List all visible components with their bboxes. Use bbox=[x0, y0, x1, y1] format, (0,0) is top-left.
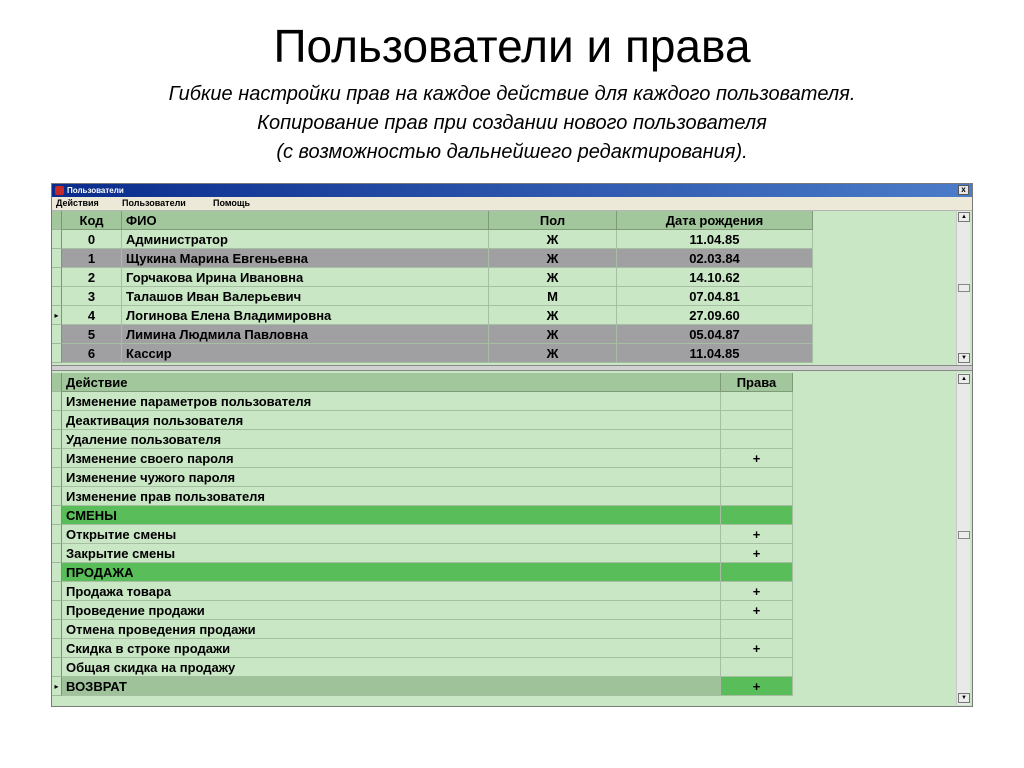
list-item[interactable] bbox=[52, 430, 956, 449]
cell-action: Продажа товара bbox=[62, 582, 721, 601]
slide-subtitle-1: Гибкие настройки прав на каждое действие для каждого пользователя. bbox=[168, 83, 856, 105]
grid-splitter[interactable] bbox=[52, 365, 972, 371]
cell-fio: Щукина Марина Евгеньевна bbox=[122, 249, 489, 268]
row-indicator bbox=[52, 230, 62, 249]
cell-fio: Администратор bbox=[122, 230, 489, 249]
cell-right[interactable] bbox=[721, 411, 793, 430]
cell-code: 5 bbox=[62, 325, 122, 344]
row-indicator bbox=[52, 373, 62, 392]
app-icon bbox=[55, 186, 64, 195]
cell-sex: Ж bbox=[489, 268, 617, 287]
cell-sex: Ж bbox=[489, 325, 617, 344]
cell-action: Закрытие смены bbox=[62, 544, 721, 563]
window-titlebar[interactable] bbox=[52, 184, 972, 197]
cell-code: 1 bbox=[62, 249, 122, 268]
row-indicator bbox=[52, 487, 62, 506]
cell-right[interactable]: + bbox=[721, 525, 793, 544]
users-grid bbox=[52, 211, 956, 365]
col-header-code[interactable]: Код bbox=[62, 211, 122, 230]
row-indicator bbox=[52, 468, 62, 487]
table-row[interactable] bbox=[52, 325, 956, 344]
users-scrollbar[interactable] bbox=[956, 211, 970, 365]
cell-action: Изменение прав пользователя bbox=[62, 487, 721, 506]
table-row-current[interactable] bbox=[52, 306, 956, 325]
cell-section: СМЕНЫ bbox=[62, 506, 721, 525]
cell-action: Изменение чужого пароля bbox=[62, 468, 721, 487]
cell-right[interactable]: + bbox=[721, 639, 793, 658]
scroll-down-icon[interactable]: ▼ bbox=[958, 693, 970, 703]
cell-section: ПРОДАЖА bbox=[62, 563, 721, 582]
section-row-return-current[interactable] bbox=[52, 677, 956, 696]
list-item[interactable] bbox=[52, 582, 956, 601]
row-indicator bbox=[52, 582, 62, 601]
col-header-action[interactable]: Действие bbox=[62, 373, 721, 392]
cell-fio: Логинова Елена Владимировна bbox=[122, 306, 489, 325]
cell-action: Изменение параметров пользователя bbox=[62, 392, 721, 411]
scroll-up-icon[interactable]: ▲ bbox=[958, 374, 970, 384]
cell-right[interactable]: + bbox=[721, 449, 793, 468]
cell-birth: 05.04.87 bbox=[617, 325, 813, 344]
cell-right[interactable] bbox=[721, 506, 793, 525]
list-item[interactable] bbox=[52, 449, 956, 468]
cell-birth: 27.09.60 bbox=[617, 306, 813, 325]
cell-right[interactable]: + bbox=[721, 601, 793, 620]
cell-fio: Горчакова Ирина Ивановна bbox=[122, 268, 489, 287]
table-row[interactable] bbox=[52, 268, 956, 287]
row-indicator bbox=[52, 639, 62, 658]
slide-subtitle-3: (с возможностью дальнейшего редактирования). bbox=[276, 141, 748, 163]
row-indicator bbox=[52, 392, 62, 411]
menu-bar bbox=[52, 197, 972, 211]
list-item[interactable] bbox=[52, 544, 956, 563]
rights-header-row bbox=[52, 373, 956, 392]
cell-fio: Кассир bbox=[122, 344, 489, 363]
table-row[interactable] bbox=[52, 344, 956, 363]
row-indicator bbox=[52, 430, 62, 449]
menu-actions[interactable]: Действия bbox=[56, 198, 99, 208]
scroll-thumb[interactable] bbox=[958, 284, 970, 292]
users-header-row bbox=[52, 211, 956, 230]
col-header-birth[interactable]: Дата рождения bbox=[617, 211, 813, 230]
col-header-sex[interactable]: Пол bbox=[489, 211, 617, 230]
rights-grid bbox=[52, 373, 956, 701]
row-indicator bbox=[52, 344, 62, 363]
cell-right[interactable] bbox=[721, 487, 793, 506]
cell-right[interactable] bbox=[721, 563, 793, 582]
row-indicator bbox=[52, 287, 62, 306]
cell-sex: М bbox=[489, 287, 617, 306]
cell-sex: Ж bbox=[489, 306, 617, 325]
scroll-up-icon[interactable]: ▲ bbox=[958, 212, 970, 222]
col-header-fio[interactable]: ФИО bbox=[122, 211, 489, 230]
cell-right[interactable]: + bbox=[721, 544, 793, 563]
table-row[interactable] bbox=[52, 249, 956, 268]
list-item[interactable] bbox=[52, 392, 956, 411]
cell-action: Отмена проведения продажи bbox=[62, 620, 721, 639]
table-row[interactable] bbox=[52, 230, 956, 249]
users-window bbox=[51, 183, 973, 707]
cell-action: Проведение продажи bbox=[62, 601, 721, 620]
cell-right[interactable] bbox=[721, 392, 793, 411]
rights-scrollbar[interactable] bbox=[956, 373, 970, 705]
cell-birth: 11.04.85 bbox=[617, 344, 813, 363]
row-indicator bbox=[52, 544, 62, 563]
cell-code: 0 bbox=[62, 230, 122, 249]
cell-right[interactable]: + bbox=[721, 677, 793, 696]
row-indicator bbox=[52, 211, 62, 230]
table-row[interactable] bbox=[52, 287, 956, 306]
cell-birth: 14.10.62 bbox=[617, 268, 813, 287]
cell-fio: Лимина Людмила Павловна bbox=[122, 325, 489, 344]
cell-right[interactable] bbox=[721, 658, 793, 677]
section-row-shifts[interactable] bbox=[52, 506, 956, 525]
slide-subtitle-2: Копирование прав при создании нового пользователя bbox=[257, 112, 767, 134]
cell-sex: Ж bbox=[489, 249, 617, 268]
list-item[interactable] bbox=[52, 411, 956, 430]
cell-section: ВОЗВРАТ bbox=[62, 677, 721, 696]
cell-birth: 02.03.84 bbox=[617, 249, 813, 268]
list-item[interactable] bbox=[52, 468, 956, 487]
cell-action: Скидка в строке продажи bbox=[62, 639, 721, 658]
list-item[interactable] bbox=[52, 487, 956, 506]
section-row-sales[interactable] bbox=[52, 563, 956, 582]
cell-sex: Ж bbox=[489, 230, 617, 249]
cell-right[interactable]: + bbox=[721, 582, 793, 601]
row-indicator bbox=[52, 449, 62, 468]
row-indicator bbox=[52, 506, 62, 525]
row-indicator bbox=[52, 249, 62, 268]
row-indicator bbox=[52, 601, 62, 620]
row-indicator bbox=[52, 268, 62, 287]
row-indicator bbox=[52, 620, 62, 639]
scroll-thumb[interactable] bbox=[958, 531, 970, 539]
cell-sex: Ж bbox=[489, 344, 617, 363]
cell-code: 6 bbox=[62, 344, 122, 363]
list-item[interactable] bbox=[52, 658, 956, 677]
row-indicator bbox=[52, 325, 62, 344]
cell-fio: Талашов Иван Валерьевич bbox=[122, 287, 489, 306]
current-row-indicator: ▸ bbox=[52, 306, 62, 325]
row-indicator bbox=[52, 411, 62, 430]
row-indicator bbox=[52, 525, 62, 544]
cell-right[interactable] bbox=[721, 620, 793, 639]
cell-birth: 11.04.85 bbox=[617, 230, 813, 249]
cell-birth: 07.04.81 bbox=[617, 287, 813, 306]
list-item[interactable] bbox=[52, 601, 956, 620]
cell-code: 2 bbox=[62, 268, 122, 287]
cell-code: 3 bbox=[62, 287, 122, 306]
cell-action: Открытие смены bbox=[62, 525, 721, 544]
menu-users[interactable]: Пользователи bbox=[122, 198, 186, 208]
slide-title: Пользователи и права bbox=[273, 20, 751, 72]
list-item[interactable] bbox=[52, 639, 956, 658]
col-header-rights[interactable]: Права bbox=[721, 373, 793, 392]
row-indicator bbox=[52, 563, 62, 582]
cell-right[interactable] bbox=[721, 430, 793, 449]
current-row-indicator: ▸ bbox=[52, 677, 62, 696]
list-item[interactable] bbox=[52, 620, 956, 639]
scroll-down-icon[interactable]: ▼ bbox=[958, 353, 970, 363]
cell-code: 4 bbox=[62, 306, 122, 325]
row-indicator bbox=[52, 658, 62, 677]
list-item[interactable] bbox=[52, 525, 956, 544]
cell-action: Деактивация пользователя bbox=[62, 411, 721, 430]
menu-help[interactable]: Помощь bbox=[213, 198, 251, 208]
close-icon[interactable]: x bbox=[958, 185, 969, 195]
cell-action: Изменение своего пароля bbox=[62, 449, 721, 468]
window-title: Пользователи bbox=[67, 186, 124, 195]
cell-action: Удаление пользователя bbox=[62, 430, 721, 449]
cell-right[interactable] bbox=[721, 468, 793, 487]
cell-action: Общая скидка на продажу bbox=[62, 658, 721, 677]
